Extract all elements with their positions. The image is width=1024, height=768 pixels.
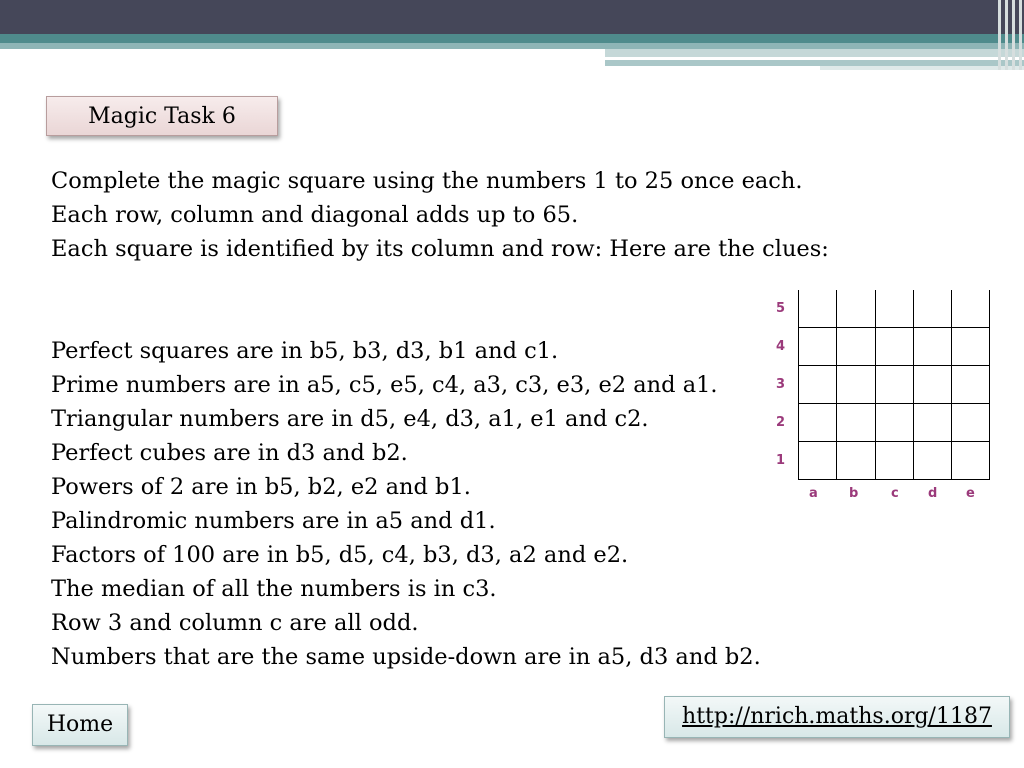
row-label: 2 xyxy=(776,415,786,430)
clue: Palindromic numbers are in a5 and d1. xyxy=(51,508,496,534)
column-label: d xyxy=(928,486,938,501)
nrich-link[interactable]: http://nrich.maths.org/1187 xyxy=(682,704,992,729)
clue: Powers of 2 are in b5, b2, e2 and b1. xyxy=(51,474,471,500)
header-vertical-bars xyxy=(994,0,1024,70)
nrich-link-box[interactable] xyxy=(664,696,1010,738)
task-title-box: Magic Task 6 xyxy=(46,96,278,136)
intro-line: Complete the magic square using the numbers 1 to 25 once each. xyxy=(51,168,803,194)
intro-line: Each square is identified by its column and row: Here are the clues: xyxy=(51,236,829,262)
column-label: c xyxy=(891,486,899,501)
clue: Perfect cubes are in d3 and b2. xyxy=(51,440,408,466)
row-label: 3 xyxy=(776,377,786,392)
clue: Numbers that are the same upside-down are in a5, d3 and b2. xyxy=(51,644,761,670)
clue: Prime numbers are in a5, c5, e5, c4, a3, c3, e3, e2 and a1. xyxy=(51,372,718,398)
clue: Triangular numbers are in d5, e4, d3, a1, e1 and c2. xyxy=(51,406,649,432)
clues-list xyxy=(51,334,771,674)
column-label: a xyxy=(809,486,818,501)
header-strip xyxy=(605,49,1024,57)
clue: Factors of 100 are in b5, d5, c4, b3, d3, a2 and e2. xyxy=(51,542,629,568)
grid-lines xyxy=(798,290,990,480)
column-label: b xyxy=(849,486,859,501)
intro-line: Each row, column and diagonal adds up to 65. xyxy=(51,202,579,228)
column-label: e xyxy=(966,486,975,501)
clue: Row 3 and column c are all odd. xyxy=(51,610,419,636)
row-label: 4 xyxy=(776,339,786,354)
clue: Perfect squares are in b5, b3, d3, b1 and c1. xyxy=(51,338,559,364)
row-label: 5 xyxy=(776,301,786,316)
header-dark-band xyxy=(0,0,1024,34)
intro-text xyxy=(51,164,931,266)
magic-square-grid xyxy=(772,290,994,506)
row-label: 1 xyxy=(776,453,786,468)
clue: The median of all the numbers is in c3. xyxy=(51,576,497,602)
header-teal-band xyxy=(0,34,1024,43)
home-button[interactable]: Home xyxy=(32,704,128,746)
